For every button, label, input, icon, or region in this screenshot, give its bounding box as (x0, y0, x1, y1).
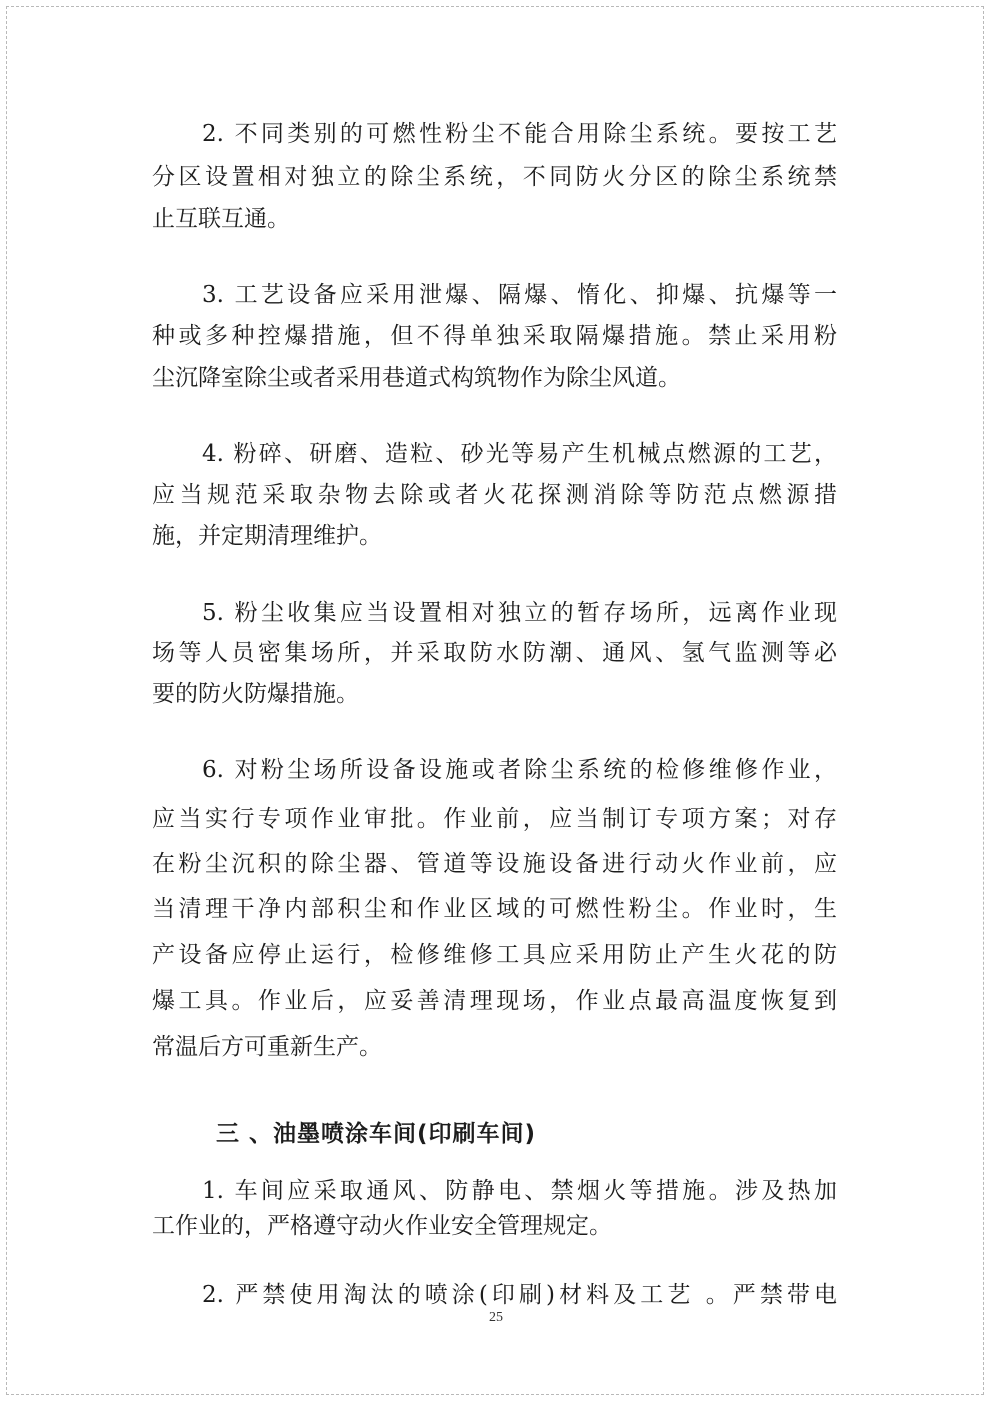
paragraph-6-line-3: 在粉尘沉积的除尘器、管道等设施设备进行动火作业前，应 (152, 851, 837, 877)
paragraph-4-line-1: 4. 粉碎、研磨、造粒、砂光等易产生机械点燃源的工艺， (202, 441, 837, 467)
paragraph-6-line-1: 6. 对粉尘场所设备设施或者除尘系统的检修维修作业， (202, 757, 837, 783)
paragraph-4-line-3: 施，并定期清理维护。 (152, 523, 382, 549)
paragraph-5-line-2: 场等人员密集场所，并采取防水防潮、通风、氢气监测等必 (152, 640, 837, 666)
paragraph-3-line-1: 3. 工艺设备应采用泄爆、隔爆、惰化、抑爆、抗爆等一 (202, 282, 837, 308)
page-number: 25 (489, 1310, 503, 1325)
section-paragraph-1-line-2: 工作业的，严格遵守动火作业安全管理规定。 (152, 1213, 612, 1239)
paragraph-6-line-7: 常温后方可重新生产。 (152, 1034, 382, 1060)
section-paragraph-2-line-1: 2. 严禁使用淘汰的喷涂(印刷)材料及工艺 。严禁带电 (202, 1282, 837, 1308)
section-paragraph-1-line-1: 1. 车间应采取通风、防静电、禁烟火等措施。涉及热加 (202, 1178, 837, 1204)
paragraph-2-line-2: 分区设置相对独立的除尘系统，不同防火分区的除尘系统禁 (152, 164, 837, 190)
paragraph-6-line-2: 应当实行专项作业审批。作业前，应当制订专项方案；对存 (152, 806, 837, 832)
section-heading: 三 、油墨喷涂车间(印刷车间) (216, 1121, 537, 1147)
paragraph-3-line-2: 种或多种控爆措施，但不得单独采取隔爆措施。禁止采用粉 (152, 323, 837, 349)
paragraph-5-line-3: 要的防火防爆措施。 (152, 681, 359, 707)
paragraph-5-line-1: 5. 粉尘收集应当设置相对独立的暂存场所，远离作业现 (202, 600, 837, 626)
paragraph-2-line-1: 2. 不同类别的可燃性粉尘不能合用除尘系统。要按工艺 (202, 121, 837, 147)
paragraph-2-line-3: 止互联互通。 (152, 206, 290, 232)
paragraph-3-line-3: 尘沉降室除尘或者采用巷道式构筑物作为除尘风道。 (152, 365, 681, 391)
paragraph-6-line-5: 产设备应停止运行，检修维修工具应采用防止产生火花的防 (152, 942, 837, 968)
paragraph-4-line-2: 应当规范采取杂物去除或者火花探测消除等防范点燃源措 (152, 482, 837, 508)
paragraph-6-line-4: 当清理干净内部积尘和作业区域的可燃性粉尘。作业时，生 (152, 896, 837, 922)
paragraph-6-line-6: 爆工具。作业后，应妥善清理现场，作业点最高温度恢复到 (152, 988, 837, 1014)
